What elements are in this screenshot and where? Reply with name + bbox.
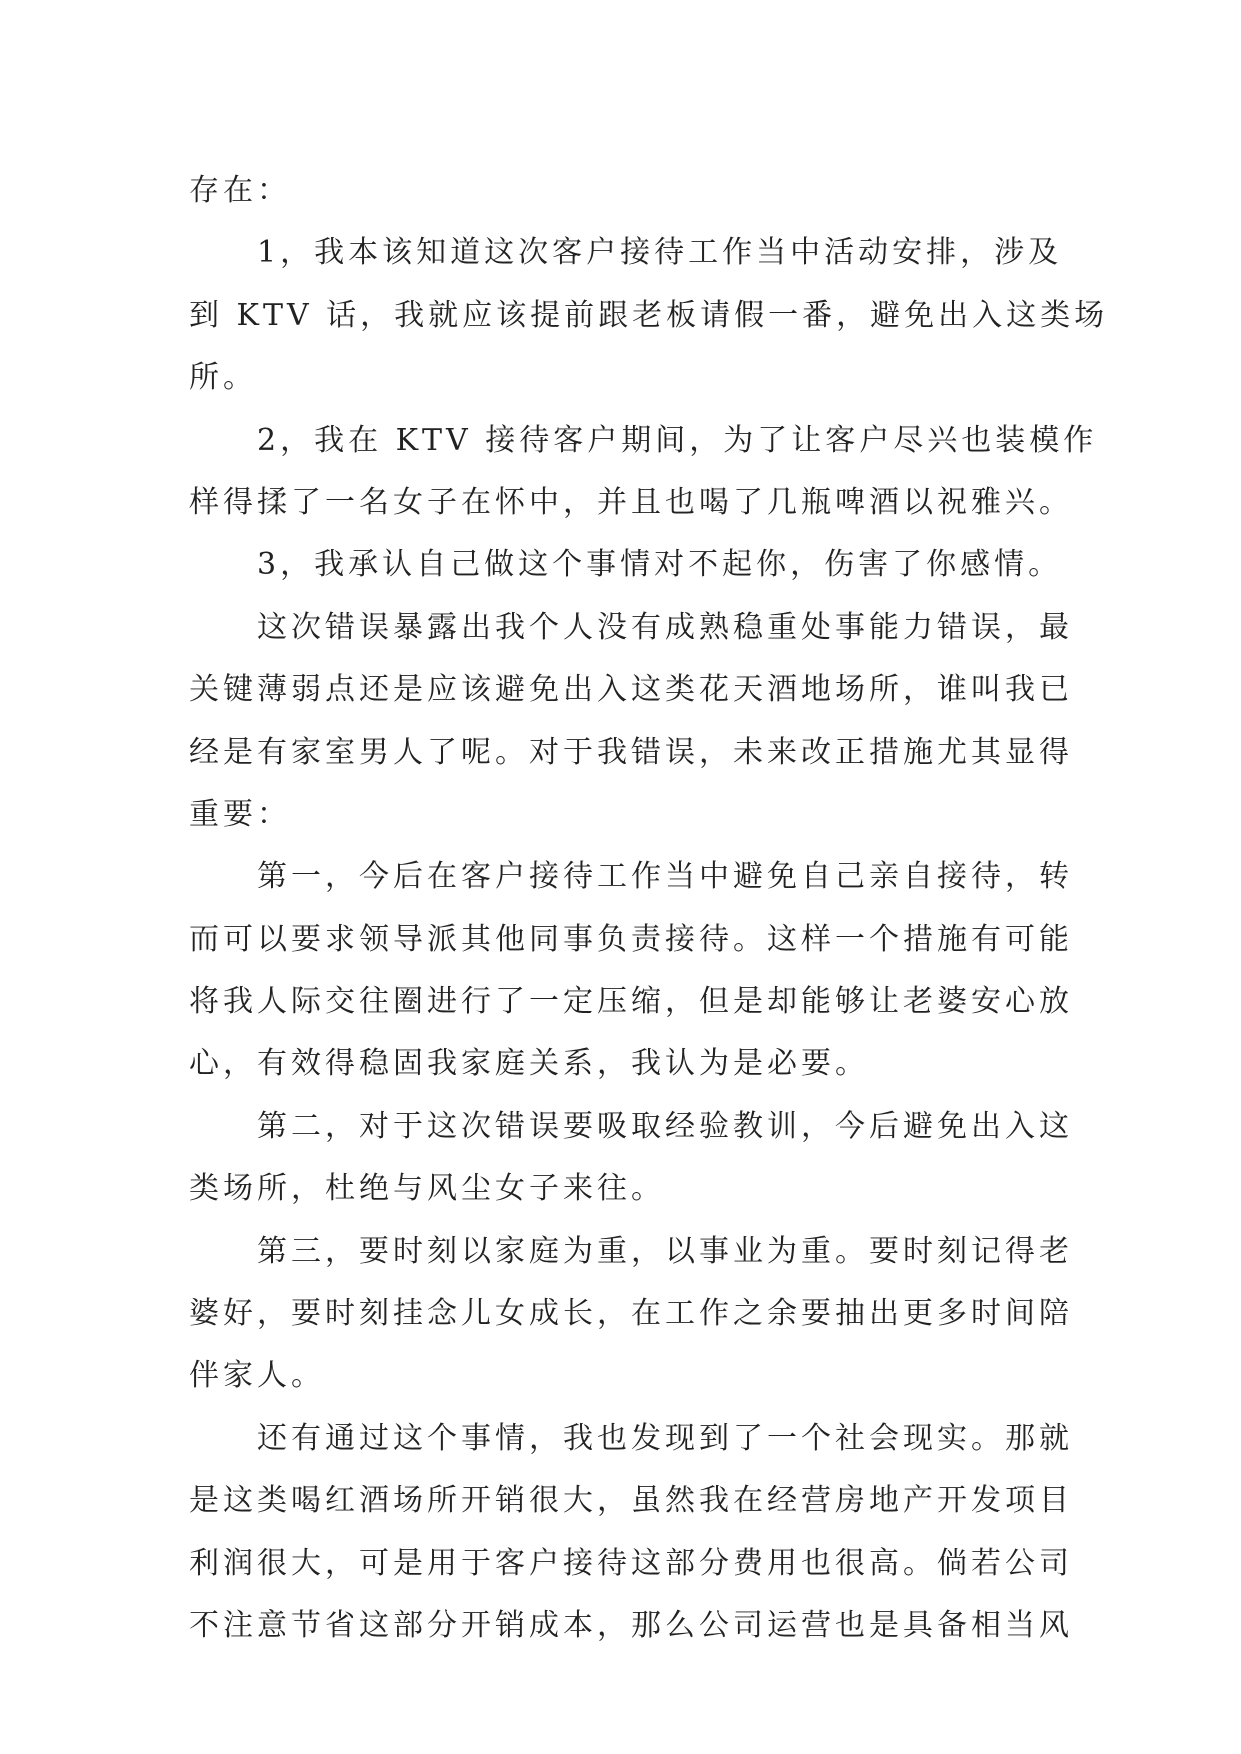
text-line: 而可以要求领导派其他同事负责接待。这样一个措施有可能 [189,921,1073,957]
text-line: 样得揉了一名女子在怀中，并且也喝了几瓶啤酒以祝雅兴。 [189,484,1073,520]
text-line: 伴家人。 [189,1358,325,1394]
text-line: 利润很大，可是用于客户接待这部分费用也很高。倘若公司 [189,1545,1073,1581]
text-line: 是这类喝红酒场所开销很大，虽然我在经营房地产开发项目 [189,1483,1073,1519]
text-line: 将我人际交往圈进行了一定压缩，但是却能够让老婆安心放 [189,984,1073,1020]
text-line: 所。 [189,360,257,396]
text-line: 还有通过这个事情，我也发现到了一个社会现实。那就 [257,1420,1073,1456]
text-line: 第三，要时刻以家庭为重，以事业为重。要时刻记得老 [257,1233,1073,1269]
text-line: 经是有家室男人了呢。对于我错误，未来改正措施尤其显得 [189,734,1073,770]
text-line: 婆好，要时刻挂念儿女成长，在工作之余要抽出更多时间陪 [189,1296,1073,1332]
text-line: 第二，对于这次错误要吸取经验教训，今后避免出入这 [257,1108,1073,1144]
text-line: 1，我本该知道这次客户接待工作当中活动安排，涉及 [257,235,1063,271]
text-line: 存在： [189,173,291,208]
text-line: 到 KTV 话，我就应该提前跟老板请假一番，避免出入这类场 [189,297,1109,333]
text-line: 2，我在 KTV 接待客户期间，为了让客户尽兴也装模作 [257,422,1098,458]
text-line: 类场所，杜绝与风尘女子来往。 [189,1171,665,1207]
text-line: 这次错误暴露出我个人没有成熟稳重处事能力错误，最 [257,609,1073,645]
text-line: 重要： [189,796,291,832]
document-body [189,160,1109,1657]
text-line: 不注意节省这部分开销成本，那么公司运营也是具备相当风 [189,1607,1073,1643]
text-line: 第一，今后在客户接待工作当中避免自己亲自接待，转 [257,859,1073,895]
text-line: 关键薄弱点还是应该避免出入这类花天酒地场所，谁叫我已 [189,672,1073,708]
text-line: 心，有效得稳固我家庭关系，我认为是必要。 [189,1046,869,1082]
text-line: 3，我承认自己做这个事情对不起你，伤害了你感情。 [257,547,1063,583]
